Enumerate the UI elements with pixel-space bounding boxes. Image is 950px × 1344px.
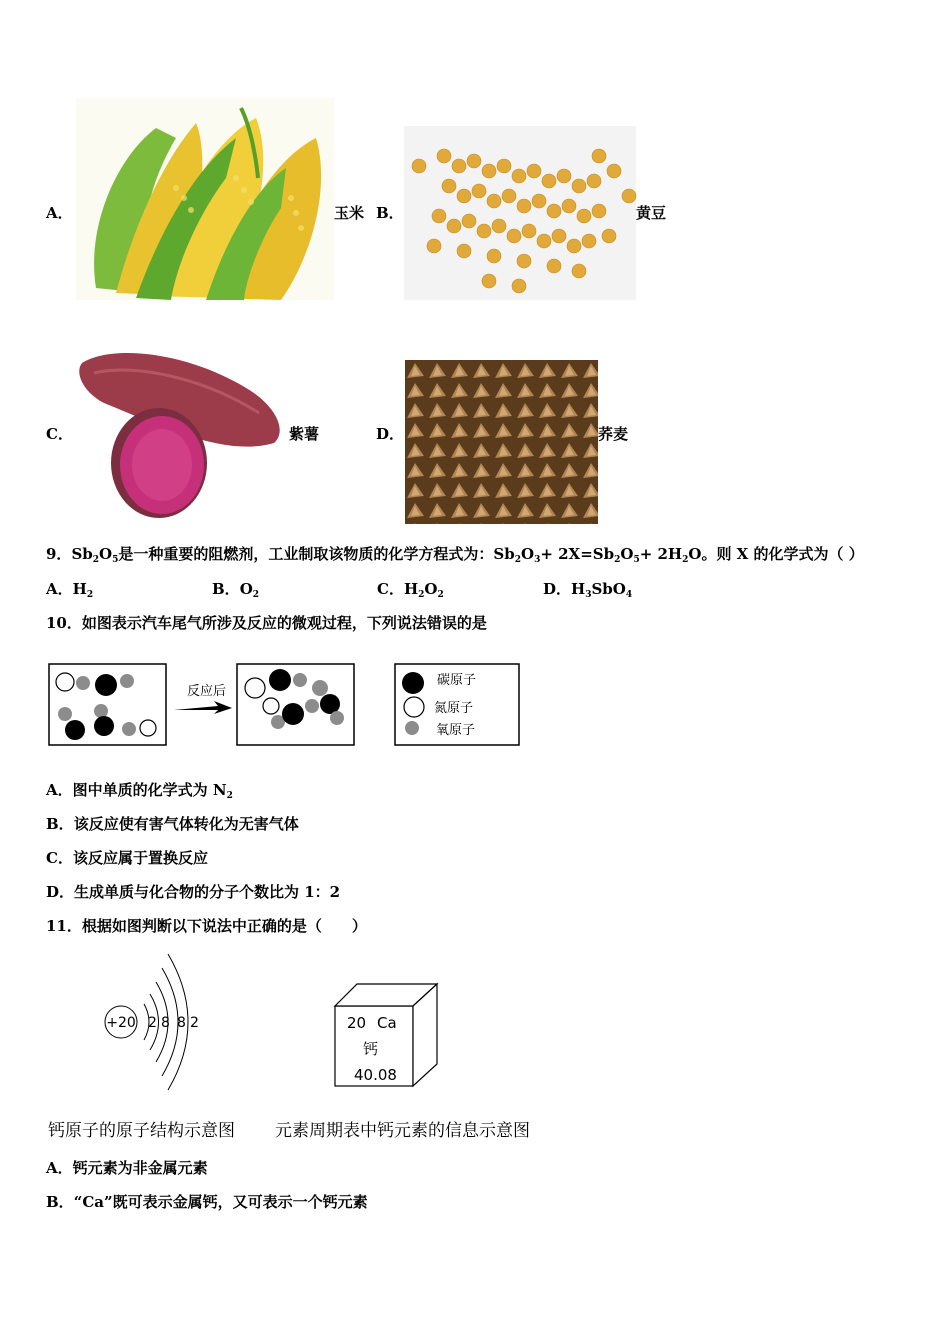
element-name: 钙 <box>363 1040 379 1058</box>
caption-periodic-table: 元素周期表中钙元素的信息示意图 <box>275 1121 530 1141</box>
option-letter: C． <box>46 425 73 443</box>
q10-stem: 10．如图表示汽车尾气所涉及反应的微观过程，下列说法错误的是 <box>46 614 487 632</box>
q11-option-b: B．“Ca”既可表示金属钙，又可表示一个钙元素 <box>46 1193 368 1211</box>
corn-image <box>76 98 334 300</box>
legend-nitrogen: 氮原子 <box>434 701 474 716</box>
q10-option-b: B．该反应使有害气体转化为无害气体 <box>46 815 299 833</box>
option-name: 荞麦 <box>598 425 629 443</box>
shell-1: 2 <box>148 1015 157 1031</box>
q9-stem: 9．$Sb_2O_5$是一种重要的阻燃剂，工业制取该物质的化学方程式为：$Sb_2O_3+ 2X=Sb_2O_5+ 2H_2O$。则 X 的化学式为（ ） <box>46 545 864 565</box>
option-letter: B． <box>376 204 404 222</box>
q9-option-a: A．$H_2$ <box>46 580 94 600</box>
q10-option-c: C．该反应属于置换反应 <box>46 849 208 867</box>
q9-option-b: B．$O_2$ <box>212 580 260 600</box>
option-name: 紫薯 <box>289 425 320 443</box>
element-symbol: Ca <box>377 1014 397 1032</box>
option-letter: A． <box>46 204 73 222</box>
atomic-mass: 40.08 <box>354 1066 397 1084</box>
q9-option-d: D．$H_3SbO_4$ <box>543 580 633 600</box>
caption-atom-structure: 钙原子的原子结构示意图 <box>48 1121 235 1141</box>
q9-option-c: C．$H_2O_2$ <box>377 580 444 600</box>
arrow-label: 反应后 <box>187 684 227 699</box>
q11-stem: 11．根据如图判断以下说法中正确的是（ ） <box>46 917 367 935</box>
atomic-number: 20 <box>347 1014 367 1032</box>
element-cube <box>333 982 441 1088</box>
q11-option-a: A．钙元素为非金属元素 <box>46 1159 208 1177</box>
buckwheat-image <box>405 360 598 524</box>
soybeans-image <box>404 126 636 300</box>
option-name: 玉米 <box>334 204 365 222</box>
q10-option-d: D．生成单质与化合物的分子个数比为 1：2 <box>46 883 341 901</box>
option-name: 黄豆 <box>636 204 667 222</box>
purple-sweet-potato-image <box>74 333 288 525</box>
shell-4: 2 <box>190 1015 199 1031</box>
option-letter: D． <box>376 425 405 443</box>
nitrogen-atom-icon <box>404 697 424 717</box>
shell-2: 8 <box>161 1015 170 1031</box>
legend-oxygen: 氧原子 <box>436 723 476 738</box>
legend-carbon: 碳原子 <box>437 673 477 688</box>
q10-option-a: A．图中单质的化学式为 $N_2$ <box>46 781 233 801</box>
atom-structure-diagram <box>100 950 210 1095</box>
nucleus-charge: +20 <box>106 1015 136 1031</box>
oxygen-atom-icon <box>405 721 419 735</box>
reaction-diagram <box>48 662 523 748</box>
shell-3: 8 <box>177 1015 186 1031</box>
carbon-atom-icon <box>402 672 424 694</box>
